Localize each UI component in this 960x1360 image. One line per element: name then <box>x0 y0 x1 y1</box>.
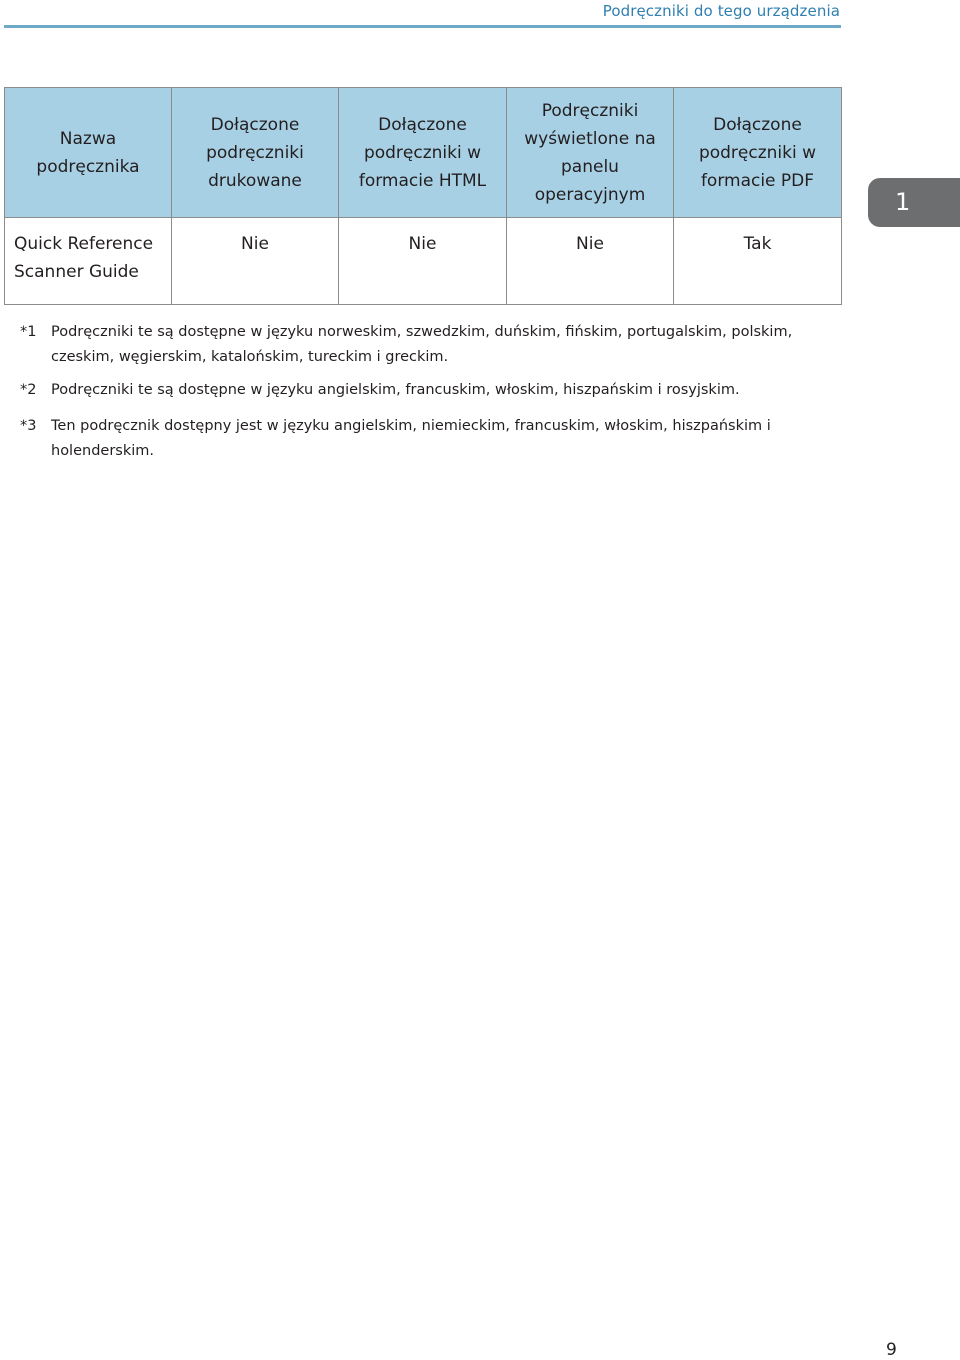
column-header-operation-panel: Podręczniki wyświetlone na panelu operacyjnym <box>507 88 674 218</box>
column-header-manual-name: Nazwa podręcznika <box>5 88 172 218</box>
chapter-number: 1 <box>895 188 911 216</box>
pdf-value-cell: Tak <box>674 218 842 305</box>
footnote-1 <box>20 320 811 370</box>
column-header-pdf: Dołączone podręczniki w formacie PDF <box>674 88 842 218</box>
chapter-tab <box>868 178 960 227</box>
table-header-row <box>5 88 842 218</box>
footnote-mark: *1 <box>20 324 37 340</box>
column-header-html: Dołączone podręczniki w formacie HTML <box>339 88 507 218</box>
footnote-text: Podręczniki te są dostępne w języku norweskim, szwedzkim, duńskim, fińskim, portugalskim, polskim, czeskim, węgierskim, katalońskim, tureckim i greckim. <box>51 324 793 365</box>
column-header-printed: Dołączone podręczniki drukowane <box>172 88 339 218</box>
footnote-text: Podręczniki te są dostępne w języku angielskim, francuskim, włoskim, hiszpańskim i rosyjskim. <box>51 382 740 398</box>
footnote-mark: *3 <box>20 418 37 434</box>
footnote-mark: *2 <box>20 382 37 398</box>
operation-panel-value-cell: Nie <box>507 218 674 305</box>
running-header-title: Podręczniki do tego urządzenia <box>602 2 840 20</box>
footnote-3 <box>20 414 771 464</box>
html-value-cell: Nie <box>339 218 507 305</box>
printed-value-cell: Nie <box>172 218 339 305</box>
header-divider <box>4 25 841 28</box>
page-number: 9 <box>886 1340 897 1360</box>
footnote-text: Ten podręcznik dostępny jest w języku angielskim, niemieckim, francuskim, włoskim, hiszpańskim i holenderskim. <box>51 418 771 459</box>
manuals-table <box>4 87 842 305</box>
manual-name-cell: Quick Reference Scanner Guide <box>5 218 172 305</box>
table-row <box>5 218 842 305</box>
footnote-2 <box>20 378 811 403</box>
